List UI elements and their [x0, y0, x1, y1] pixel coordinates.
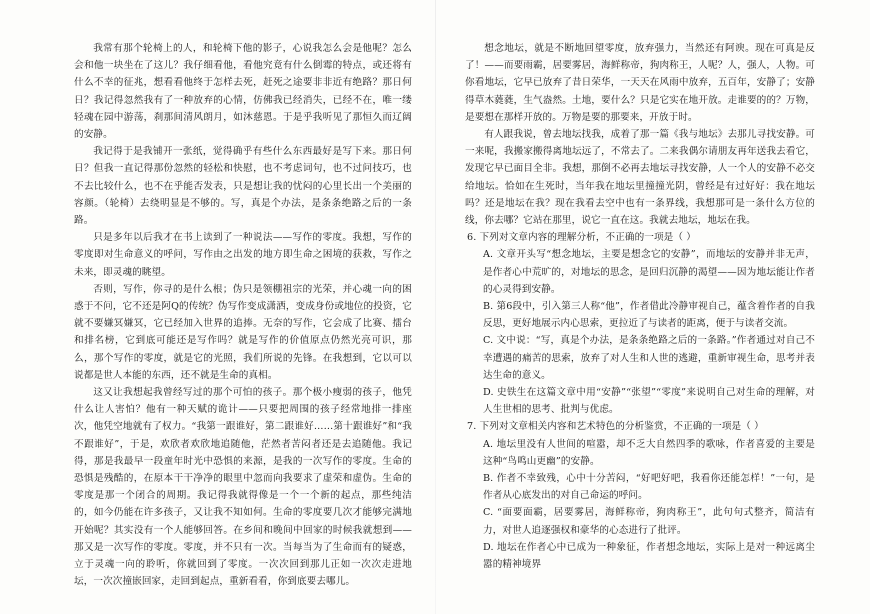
answer-option: A. 地坛里没有人世间的喧嚣，却不乏大自然四季的歌咏，作者喜爱的主要是这种“鸟鸣山更幽”的安静。: [483, 438, 815, 467]
passage-paragraph: 有人跟我说，曾去地坛找我，成着了那一篇《我与地坛》去那儿寻找安静。可一来呢，我搬家搬得离地坛远了，不常去了。二来我偶尔请朋友再年送我去看它，发现它早已面目全非。我想，那倒不必再去地坛寻找安静，人一个人的安静不必交给地坛。恰如在生死时，当年我在地坛里撞撞光阴，曾经是有过好好：我在地坛吗？还是地坛在我？现在我看去空中也有一条界线，我想那可是一条什么方位的线，你去哪？它站在那里，说它一直在这。我就去地坛，地坛在我。: [465, 129, 815, 227]
right-column: [465, 40, 815, 573]
answer-option: A. 文章开头写“想念地坛，主要是想念它的安静”，而地坛的安静并非无声，是作者心中荒旷的，对地坛的思念，是回归沉静的渴望——因为地坛能让作者的心灵得到安静。: [483, 249, 815, 295]
answer-option: C. “面要面霸，居要雾居，海鲜称帝，狗肉称王”，此句句式整齐，简洁有力，对世人追逐强权和豪华的心态进行了批评。: [483, 507, 815, 536]
passage-paragraph: 我常有那个轮椅上的人，和轮椅下他的影子，心说我怎么会是他呢？怎么会和他一块坐在了这儿？我仔细看他，看他究竟有什么倒霉的特点，或还将有什么不幸的征兆，想看看他终于怎样去死，赶死之途要非非近有绝路？那日何日？我记得忽然我有了一种放弃的心情，仿佛我已经消失，已经不在，唯一缕轻魂在园中游荡，刹那间清风朗月，如沐慈恩。于是乎我听见了那恒久而辽阔的安静。: [74, 43, 412, 141]
answer-option: C. 文中说：“写，真是个办法，是条条绝路之后的一条路。”作者通过对自己不幸遭遇的痛苦的思索，放弃了对人生和人世的逃避，重新审视生命，思考并表达生命的意义。: [483, 335, 815, 381]
page-fold: [435, 0, 436, 614]
passage-paragraph: 只是多年以后我才在书上读到了一种说法——写作的零度。我想，写作的零度即对生命意义的呼问，写作由之出发的地方即生命之困境的获救，写作之未来，即灵魂的眺望。: [74, 232, 412, 278]
left-column: [74, 40, 412, 591]
passage-paragraph: 这又让我想起我曾经写过的那个可怕的孩子。那个极小瘦弱的孩子，他凭什么让人害怕？他有一种天赋的诡计——只要把周围的孩子经常地排一排座次，他凭空地就有了权力。“我第一跟谁好，第二跟谁好……第十跟谁好”和“我不跟谁好”，于是，欢欣者欢欣地追随他，茫然者苦闷者还是去追随他。我记得，那是我最早一段童年时光中恐惧的来源，是我的一次写作的零度。生命的恐惧是残酷的，在原本干干净净的眼里中忽而向我要求了虚荣和虚伪。生命的零度是那一个闭合的周期。我记得我就得像是一个一个新的起点，那些纯洁的，如今仍能在许多孩子，又让我不知如何。生命的零度要几次才能够完满地开始呢？其实没有一个人能够回答。在乡间和晚间中回家的时候我就想到——那又是一次写作的零度。零度，并不只有一次。当每当为了生命而有的疑惑，立于灵魂一向的聆听，你就回到了零度。一次次回到那儿正如一次次走进地坛，一次次撞嵌回家，走回到起点，重新看看，你到底要去哪儿。: [74, 387, 412, 588]
passage-paragraph: 想念地坛，就是不断地回望零度，放弃强力，当然还有阿谀。现在可真是反了！——而要雨霸，居要雾居，海鲜称帝，狗肉称王，人呢？人，强人，人物。可你看地坛，它早已放弃了昔日荣华，一天天在风雨中放弃，五百年，安静了；安静得草木蕤蕤，生气盎然。土地，要什么？只是它实在地开放。走谁要的的？万物，是要想在那样开放的。万物是要的那要来，开放于时。: [465, 43, 815, 123]
answer-option: D. 地坛在作者心中已成为一种象征，作者想念地坛，实际上是对一种远离尘嚣的精神境界: [483, 541, 815, 571]
passage-paragraph: 我记得于是我铺开一张纸，觉得确乎有些什么东西最好是写下来。那日何日？但我一直记得那份忽然的轻松和快慰，也不考虑词句，也不过问技巧，也不去比较什么，也不在乎能否发表，只是想让我的忧闷的心里长出一个美丽的容颜。（轮椅）去绕明显是不够的。写，真是个办法，是条条绝路之后的一条路。: [74, 146, 412, 227]
question-stem: 6. 下列对文章内容的理解分析，不正确的一项是（ ）: [467, 232, 696, 244]
answer-option: D. 史铁生在这篇文章中用“安静”“张望”“零度”来说明自己对生命的理解，对人生世相的思考、批判与优虑。: [483, 387, 815, 416]
answer-option: B. 作者不幸致残，心中十分苦闷，“好吧好吧，我看你还能怎样！”一句，是作者从心底发出的对自己命运的呼问。: [483, 473, 815, 502]
answer-option: B. 第6段中，引入第三人称“他”，作者借此冷静审视自己，蕴含着作者的自我反思，更好地展示内心思索，更拉近了与读者的距离，便于与读者交流。: [483, 301, 815, 330]
question-stem: 7. 下列对文章相关内容和艺术特色的分析鉴赏，不正确的一项是（ ）: [467, 421, 764, 433]
passage-paragraph: 否则，写作，你寻的是什么根；伪只是领棚祖宗的光荣，并心魂一向的困惑于不问，它不还是阿Q的传统？伪写作变成潇洒，变成身份或地位的投资，它就不要嫌冥嫌冥，它已经加入世界的追捧。无奈的写作，它会成了比赛、擂台和排名榜，它到底可能还是写作吗？就是写作的价值原点仍然光亮可识，那么，那个写作的零度，就是它的光照，我们所说的先锋。在我想到，它以可以说都是世人本能的东西，还不就是生命的真相。: [74, 283, 412, 381]
